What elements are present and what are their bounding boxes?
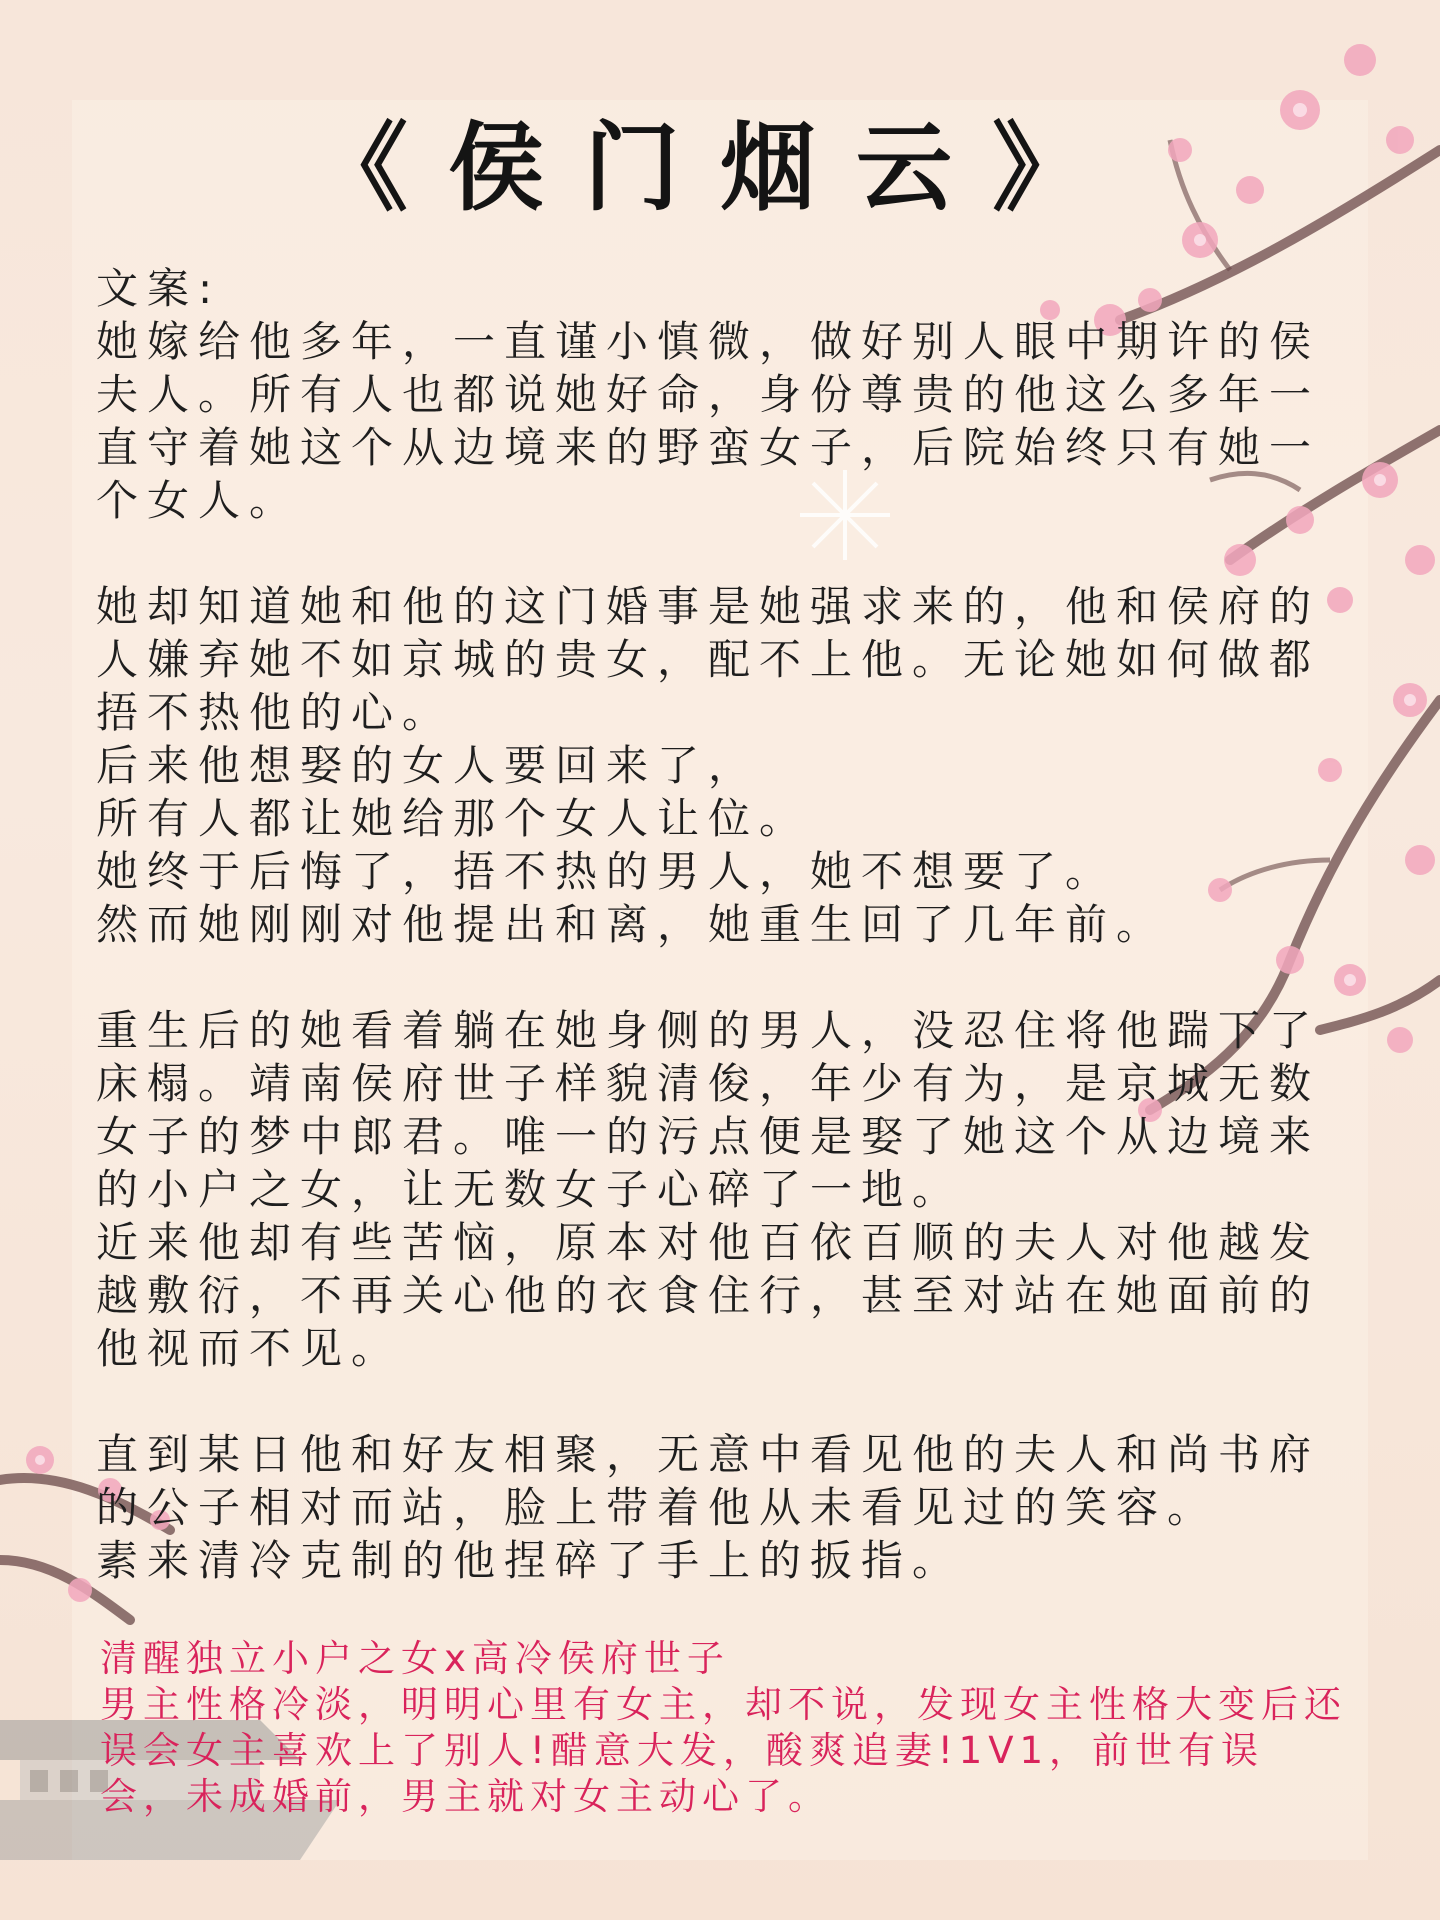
paragraph-gap [96,1375,1346,1428]
paragraph-line: 她嫁给他多年，一直谨小慎微，做好别人眼中期许的侯夫人。所有人也都说她好命，身份尊贵的他这么多年一直守着她这个从边境来的野蛮女子，后院始终只有她一个女人。 [96,317,1321,525]
paragraph-line: 她终于后悔了，捂不热的男人，她不想要了。 [96,847,1117,896]
paragraph-line: 近来他却有些苦恼，原本对他百依百顺的夫人对他越发越敷衍，不再关心他的衣食住行，甚至对站在她面前的他视而不见。 [96,1218,1321,1373]
paragraph-line: 重生后的她看着躺在她身侧的男人，没忍住将他踹下了床榻。靖南侯府世子样貌清俊，年少有为，是京城无数女子的梦中郎君。唯一的污点便是娶了她这个从边境来的小户之女，让无数女子心碎了一地。 [96,1006,1321,1214]
paragraph-gap [96,527,1346,580]
tag-section [100,1636,1350,1820]
blurb-label: 文案: [96,264,222,313]
paragraph-line: 她却知道她和他的这门婚事是她强求来的，他和侯府的人嫌弃她不如京城的贵女，配不上他。无论她如何做都捂不热他的心。 [96,582,1321,737]
paragraph-line: 所有人都让她给那个女人让位。 [96,794,811,843]
paragraph-line: 素来清冷克制的他捏碎了手上的扳指。 [96,1536,964,1585]
book-title: 《侯门烟云》 [312,112,1128,224]
summary-text: 男主性格冷淡，明明心里有女主，却不说，发现女主性格大变后还误会女主喜欢上了别人!醋意大发，酸爽追妻!1V1，前世有误会，未成婚前，男主就对女主动心了。 [100,1683,1347,1818]
blurb-content [96,262,1346,1587]
paragraph-gap [96,951,1346,1004]
tagline: 清醒独立小户之女x高冷侯府世子 [100,1637,730,1680]
paragraph-line: 直到某日他和好友相聚，无意中看见他的夫人和尚书府的公子相对而站，脸上带着他从未看见过的笑容。 [96,1430,1321,1532]
paragraph-line: 然而她刚刚对他提出和离，她重生回了几年前。 [96,900,1168,949]
paragraph-line: 后来他想娶的女人要回来了， [96,741,760,790]
